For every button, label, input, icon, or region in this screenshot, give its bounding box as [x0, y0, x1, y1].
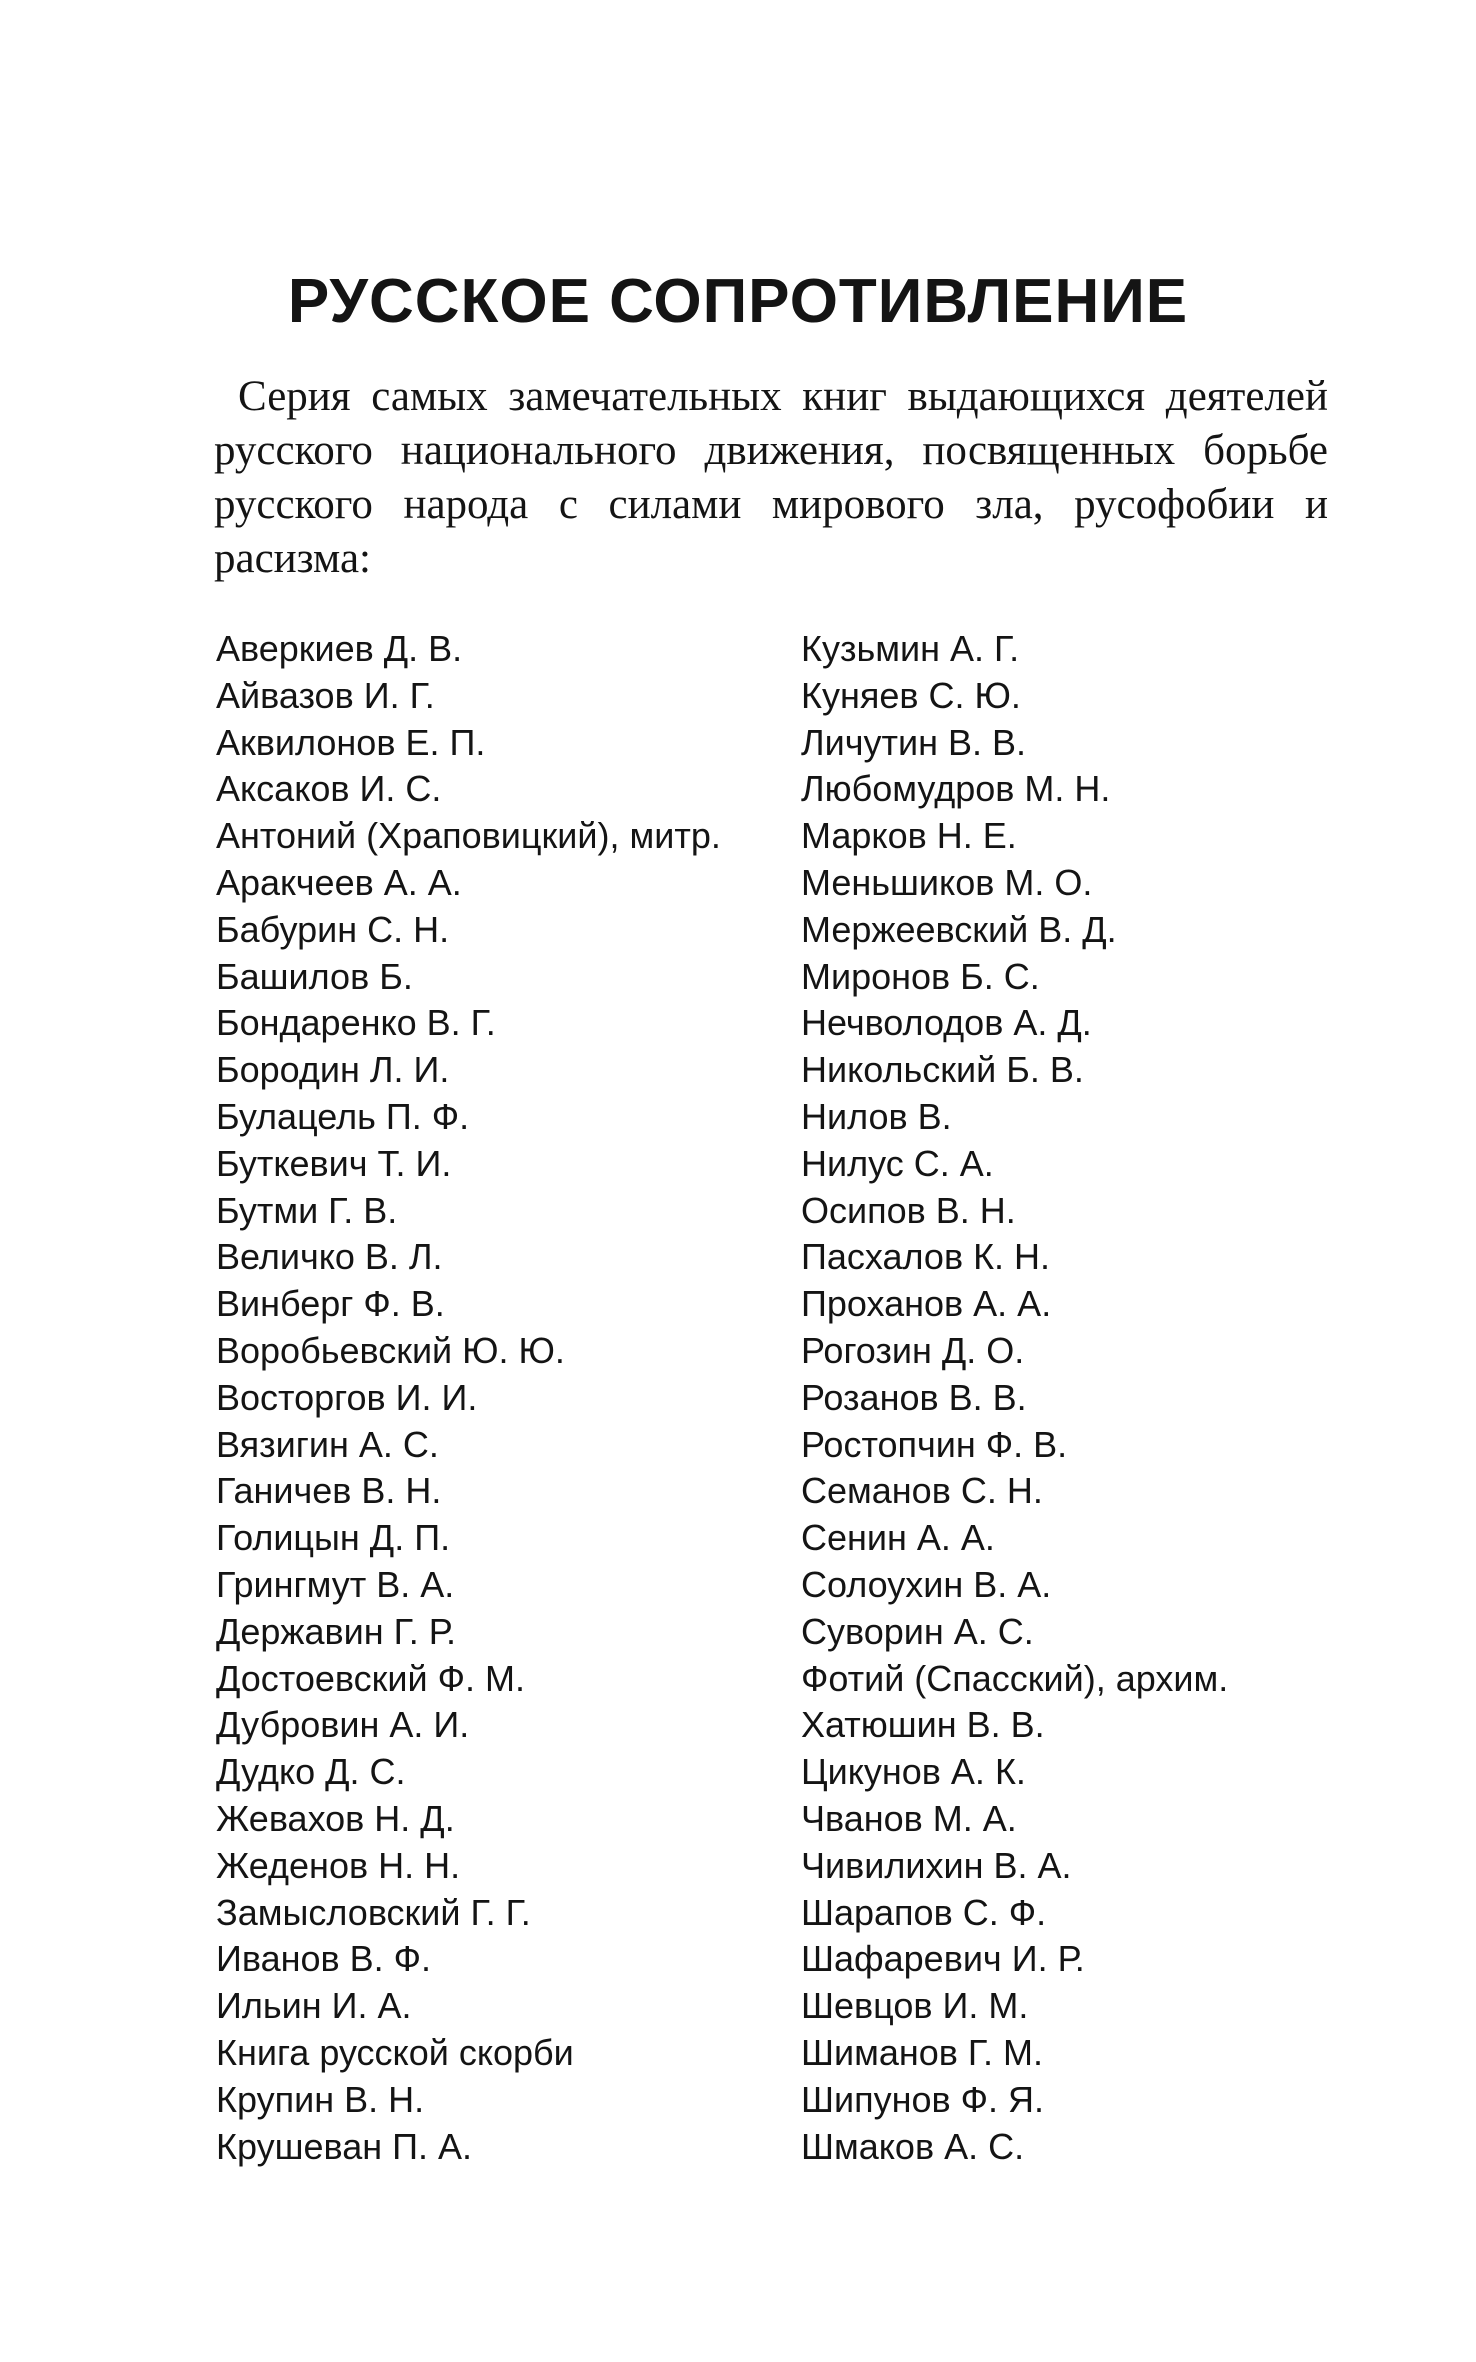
- author-list-item: Шевцов И. М.: [801, 1985, 1029, 2027]
- author-list-item: Семанов С. Н.: [801, 1470, 1043, 1512]
- author-list-item: Ростопчин Ф. В.: [801, 1423, 1068, 1465]
- series-title: РУССКОЕ СОПРОТИВЛЕНИЕ: [287, 267, 1189, 336]
- author-list-item: Державин Г. Р.: [216, 1610, 456, 1652]
- author-list-item: Жеденов Н. Н.: [216, 1844, 461, 1886]
- author-list-item: Аквилонов Е. П.: [216, 721, 486, 763]
- author-list-item: Шипунов Ф. Я.: [801, 2078, 1044, 2120]
- author-list-item: Аверкиев Д. В.: [216, 628, 463, 669]
- author-list-item: Мержеевский В. Д.: [801, 908, 1117, 950]
- author-list-item: Рогозин Д. О.: [801, 1329, 1025, 1371]
- author-list-item: Осипов В. Н.: [801, 1189, 1016, 1231]
- author-list-item: Никольский Б. В.: [801, 1049, 1084, 1091]
- author-list-item: Цикунов А. К.: [801, 1751, 1026, 1793]
- author-list-item: Восторгов И. И.: [216, 1376, 478, 1418]
- author-list-item: Сенин А. А.: [801, 1517, 995, 1559]
- author-list-item: Личутин В. В.: [801, 721, 1026, 763]
- author-list-item: Воробьевский Ю. Ю.: [216, 1329, 565, 1371]
- author-list-item: Миронов Б. С.: [801, 955, 1040, 997]
- author-list-item: Шафаревич И. Р.: [801, 1938, 1085, 1980]
- author-list-item: Нилус С. А.: [801, 1142, 994, 1184]
- author-list-item: Марков Н. Е.: [801, 815, 1017, 857]
- author-list-item: Чванов М. А.: [801, 1797, 1017, 1839]
- author-list-item: Дубровин А. И.: [216, 1704, 470, 1746]
- author-list-left: [216, 626, 776, 2170]
- author-list-item: Нилов В.: [801, 1095, 952, 1137]
- author-list-item: Буткевич Т. И.: [216, 1142, 452, 1184]
- author-list-item: Меньшиков М. О.: [801, 861, 1093, 903]
- author-list-item: Солоухин В. А.: [801, 1563, 1052, 1605]
- author-list-item: Башилов Б.: [216, 955, 413, 997]
- author-list-item: Куняев С. Ю.: [801, 674, 1021, 716]
- author-list-item: Грингмут В. А.: [216, 1563, 455, 1605]
- author-list-item: Крушеван П. А.: [216, 2125, 473, 2167]
- author-list-item: Книга русской скорби: [216, 2031, 574, 2073]
- author-list-item: Крупин В. Н.: [216, 2078, 425, 2120]
- author-list-item: Аксаков И. С.: [216, 768, 442, 810]
- author-list-item: Ганичев В. Н.: [216, 1470, 442, 1512]
- author-list-item: Бабурин С. Н.: [216, 908, 450, 950]
- author-list-item: Шарапов С. Ф.: [801, 1891, 1047, 1933]
- author-list-item: Бондаренко В. Г.: [216, 1002, 496, 1044]
- author-list-item: Дудко Д. С.: [216, 1751, 406, 1793]
- author-list-item: Хатюшин В. В.: [801, 1704, 1045, 1746]
- author-list-item: Вязигин А. С.: [216, 1423, 439, 1465]
- author-list-item: Бутми Г. В.: [216, 1189, 398, 1231]
- author-list-item: Шмаков А. С.: [801, 2125, 1025, 2167]
- author-list-item: Проханов А. А.: [801, 1283, 1052, 1325]
- author-list-item: Жевахов Н. Д.: [216, 1797, 455, 1839]
- author-list-item: Айвазов И. Г.: [216, 674, 435, 716]
- author-list-item: Иванов В. Ф.: [216, 1938, 432, 1980]
- author-list-item: Бородин Л. И.: [216, 1049, 450, 1091]
- author-list-item: Суворин А. С.: [801, 1610, 1034, 1652]
- author-list-item: Шиманов Г. М.: [801, 2031, 1043, 2073]
- author-list-item: Булацель П. Ф.: [216, 1095, 470, 1137]
- author-list-item: Голицын Д. П.: [216, 1517, 451, 1559]
- author-list-item: Ильин И. А.: [216, 1985, 412, 2027]
- author-list-item: Достоевский Ф. М.: [216, 1657, 525, 1699]
- author-list-item: Любомудров М. Н.: [801, 768, 1111, 810]
- author-list-item: Аракчеев А. А.: [216, 861, 462, 903]
- author-list-item: Антоний (Храповицкий), митр.: [216, 815, 721, 857]
- author-list-item: Винберг Ф. В.: [216, 1283, 445, 1325]
- author-list-item: Замысловский Г. Г.: [216, 1891, 531, 1933]
- author-list-item: Чивилихин В. А.: [801, 1844, 1072, 1886]
- author-list-item: Величко В. Л.: [216, 1236, 443, 1278]
- author-list-item: Нечволодов А. Д.: [801, 1002, 1092, 1044]
- series-description: Серия самых замечательных книг выдающихся деятелей русского национального движения, посвященных борьбе русского народа с силами мирового зла, русофобии и расизма:: [214, 373, 1328, 582]
- author-list-item: Розанов В. В.: [801, 1376, 1027, 1418]
- author-list-item: Пасхалов К. Н.: [801, 1236, 1051, 1278]
- author-list-item: Кузьмин А. Г.: [801, 628, 1020, 669]
- author-list-item: Фотий (Спасский), архим.: [801, 1657, 1229, 1699]
- author-list-right: [801, 626, 1361, 2170]
